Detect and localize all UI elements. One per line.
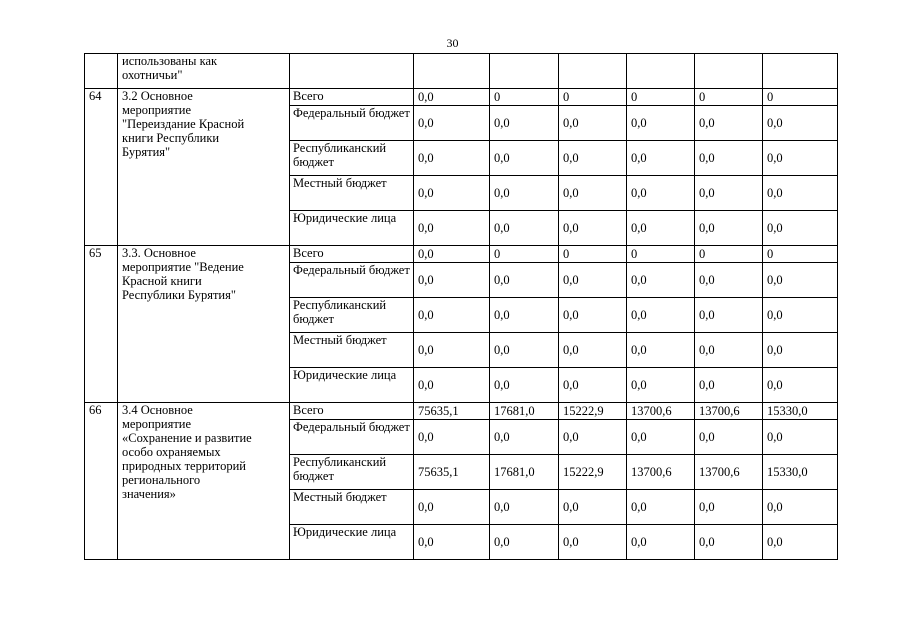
amount-cell: 75635,1 [414, 455, 490, 490]
amount-cell: 0,0 [695, 490, 763, 525]
amount-cell: 0,0 [414, 141, 490, 176]
amount-cell: 0,0 [414, 333, 490, 368]
amount-cell: 0,0 [695, 368, 763, 403]
amount-cell: 0,0 [490, 263, 559, 298]
value-cell [695, 54, 763, 89]
amount-cell: 0,0 [490, 420, 559, 455]
funding-source: Местный бюджет [290, 333, 414, 368]
amount-cell: 0,0 [490, 368, 559, 403]
amount-cell: 0 [559, 246, 627, 263]
amount-cell: 0,0 [763, 141, 838, 176]
amount-cell: 13700,6 [695, 455, 763, 490]
amount-cell: 0,0 [559, 333, 627, 368]
amount-cell: 0,0 [763, 420, 838, 455]
funding-source: Юридические лица [290, 525, 414, 560]
activity-name: 3.4 Основное мероприятие «Сохранение и развитие особо охраняемых природных территорий регионального значения» [122, 403, 252, 501]
amount-cell: 0,0 [695, 420, 763, 455]
amount-cell: 0,0 [627, 211, 695, 246]
amount-cell: 0,0 [490, 490, 559, 525]
amount-cell: 0,0 [763, 176, 838, 211]
amount-cell: 0,0 [559, 525, 627, 560]
amount-cell: 0,0 [414, 298, 490, 333]
amount-cell: 0,0 [763, 333, 838, 368]
funding-source: Республиканский бюджет [290, 141, 414, 176]
amount-cell: 0 [627, 246, 695, 263]
amount-cell: 0,0 [490, 106, 559, 141]
value-cell [414, 54, 490, 89]
funding-source: Всего [290, 246, 414, 263]
amount-cell: 0,0 [695, 525, 763, 560]
funding-source: Местный бюджет [290, 490, 414, 525]
continuation-row [85, 54, 838, 89]
amount-cell: 0,0 [559, 298, 627, 333]
funding-source: Юридические лица [290, 368, 414, 403]
amount-cell: 15330,0 [763, 403, 838, 420]
amount-cell: 17681,0 [490, 455, 559, 490]
amount-cell: 0,0 [695, 211, 763, 246]
amount-cell: 0,0 [763, 525, 838, 560]
amount-cell: 0,0 [559, 368, 627, 403]
amount-cell: 0,0 [763, 106, 838, 141]
funding-source: Юридические лица [290, 211, 414, 246]
value-cell [490, 54, 559, 89]
activity-name: 3.2 Основное мероприятие "Переиздание Красной книги Республики Бурятия" [122, 89, 245, 159]
table-row [85, 246, 838, 263]
amount-cell: 0,0 [559, 211, 627, 246]
funding-source: Республиканский бюджет [290, 298, 414, 333]
row-number: 66 [85, 403, 118, 560]
amount-cell: 0,0 [559, 176, 627, 211]
number-cell [85, 54, 118, 89]
amount-cell: 0 [695, 246, 763, 263]
amount-cell: 0,0 [763, 263, 838, 298]
amount-cell: 0,0 [627, 420, 695, 455]
value-cell [627, 54, 695, 89]
amount-cell: 0,0 [627, 490, 695, 525]
row-number: 64 [85, 89, 118, 246]
budget-table [84, 53, 838, 560]
amount-cell: 0,0 [627, 298, 695, 333]
amount-cell: 0,0 [490, 176, 559, 211]
amount-cell: 0 [695, 89, 763, 106]
amount-cell: 0,0 [763, 211, 838, 246]
funding-source: Всего [290, 89, 414, 106]
amount-cell: 0 [763, 246, 838, 263]
funding-source: Федеральный бюджет [290, 420, 414, 455]
amount-cell: 0 [763, 89, 838, 106]
amount-cell: 0,0 [763, 368, 838, 403]
amount-cell: 0 [490, 89, 559, 106]
amount-cell: 15330,0 [763, 455, 838, 490]
amount-cell: 15222,9 [559, 403, 627, 420]
amount-cell: 0,0 [414, 368, 490, 403]
amount-cell: 0,0 [414, 263, 490, 298]
funding-source: Федеральный бюджет [290, 106, 414, 141]
amount-cell: 0 [559, 89, 627, 106]
source-cell [290, 54, 414, 89]
amount-cell: 0,0 [490, 333, 559, 368]
amount-cell: 0,0 [627, 333, 695, 368]
amount-cell: 0,0 [414, 490, 490, 525]
funding-source: Федеральный бюджет [290, 263, 414, 298]
funding-source: Всего [290, 403, 414, 420]
amount-cell: 0,0 [627, 106, 695, 141]
activity-name-cell [118, 246, 290, 403]
amount-cell: 0,0 [695, 106, 763, 141]
table-row [85, 403, 838, 420]
amount-cell: 0 [490, 246, 559, 263]
amount-cell: 0,0 [559, 263, 627, 298]
activity-name: использованы как охотничьи" [122, 54, 218, 82]
amount-cell: 17681,0 [490, 403, 559, 420]
amount-cell: 0,0 [763, 490, 838, 525]
amount-cell: 0,0 [414, 211, 490, 246]
row-number: 65 [85, 246, 118, 403]
amount-cell: 0,0 [414, 89, 490, 106]
funding-source: Республиканский бюджет [290, 455, 414, 490]
amount-cell: 0,0 [490, 525, 559, 560]
table-body [85, 54, 838, 560]
amount-cell: 0 [627, 89, 695, 106]
amount-cell: 13700,6 [695, 403, 763, 420]
amount-cell: 0,0 [695, 263, 763, 298]
amount-cell: 0,0 [695, 333, 763, 368]
activity-name-cell [118, 54, 290, 89]
amount-cell: 75635,1 [414, 403, 490, 420]
amount-cell: 0,0 [414, 246, 490, 263]
amount-cell: 0,0 [490, 298, 559, 333]
amount-cell: 0,0 [627, 141, 695, 176]
amount-cell: 0,0 [559, 490, 627, 525]
funding-source: Местный бюджет [290, 176, 414, 211]
amount-cell: 0,0 [627, 525, 695, 560]
amount-cell: 15222,9 [559, 455, 627, 490]
amount-cell: 0,0 [490, 211, 559, 246]
amount-cell: 0,0 [627, 263, 695, 298]
table-row [85, 89, 838, 106]
amount-cell: 0,0 [414, 420, 490, 455]
amount-cell: 0,0 [627, 368, 695, 403]
amount-cell: 13700,6 [627, 455, 695, 490]
activity-name-cell [118, 89, 290, 246]
amount-cell: 0,0 [559, 420, 627, 455]
amount-cell: 13700,6 [627, 403, 695, 420]
amount-cell: 0,0 [763, 298, 838, 333]
value-cell [559, 54, 627, 89]
activity-name: 3.3. Основное мероприятие "Ведение Красной книги Республики Бурятия" [122, 246, 244, 302]
amount-cell: 0,0 [695, 176, 763, 211]
amount-cell: 0,0 [627, 176, 695, 211]
amount-cell: 0,0 [559, 141, 627, 176]
activity-name-cell [118, 403, 290, 560]
amount-cell: 0,0 [414, 106, 490, 141]
amount-cell: 0,0 [695, 298, 763, 333]
amount-cell: 0,0 [559, 106, 627, 141]
amount-cell: 0,0 [695, 141, 763, 176]
amount-cell: 0,0 [414, 525, 490, 560]
value-cell [763, 54, 838, 89]
page-number: 30 [446, 36, 459, 50]
amount-cell: 0,0 [490, 141, 559, 176]
amount-cell: 0,0 [414, 176, 490, 211]
